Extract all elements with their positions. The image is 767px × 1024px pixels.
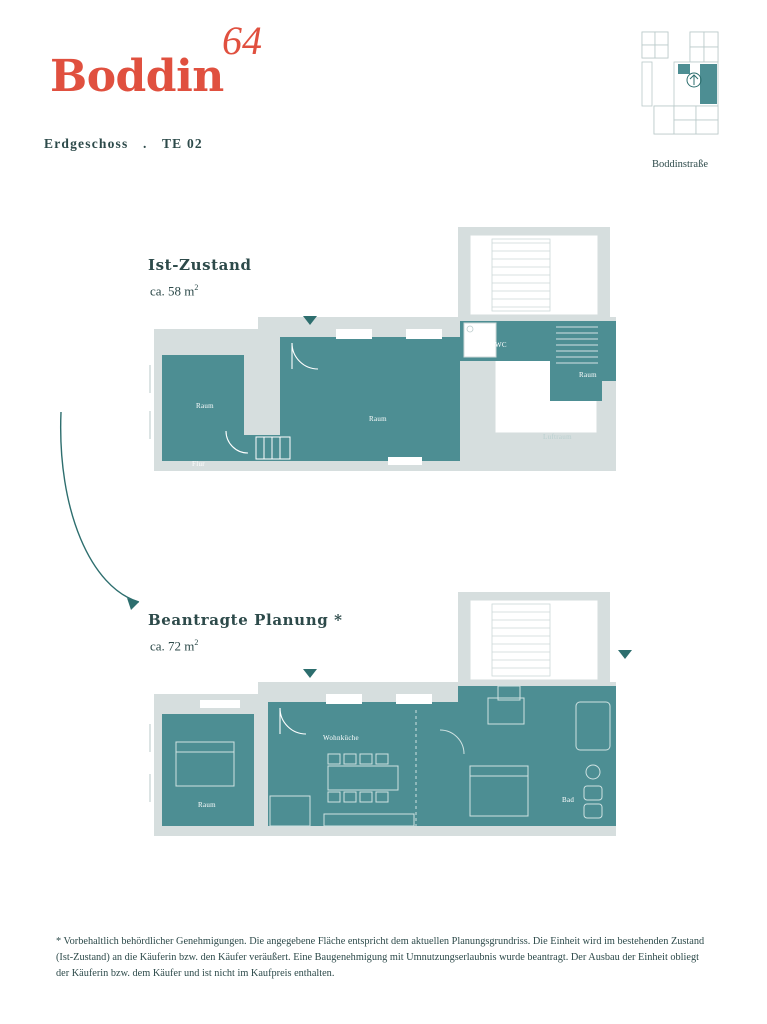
breadcrumb-separator: .: [143, 136, 148, 151]
entrance-marker-plan: [303, 669, 317, 678]
room-label-flur: Flur: [192, 460, 205, 468]
room-label-raum-plan: Raum: [198, 801, 216, 809]
window-marker-plan-right: [618, 650, 632, 659]
breadcrumb-floor: Erdgeschoss: [44, 136, 129, 151]
section-area-plan-value: ca. 72 m: [150, 638, 195, 654]
floorplan-ist-zustand: [140, 225, 640, 495]
brand-logo-text: Boddin: [50, 51, 224, 102]
section-area-plan-unit: 2: [194, 638, 199, 647]
room-label-wohnkueche: Wohnküche: [323, 734, 359, 742]
brand-logo: [50, 18, 262, 102]
section-area-ist-unit: 2: [194, 283, 199, 292]
room-label-wc: WC: [495, 341, 507, 349]
floorplan-beantragte-planung: [140, 590, 640, 865]
entrance-marker-ist: [303, 316, 317, 325]
footnote-text: * Vorbehaltlich behördlicher Genehmigungen. Die angegebene Fläche entspricht dem aktuellen Planungsgrundriss. Die Einheit wird im bestehenden Zustand (Ist-Zustand) an die Käuferin bzw. den Käufer veräußert. Eine Baugenehmigung mit Umnutzungserlaubnis wurde beantragt. Der Ausbau der Einheit obliegt der Käuferin bzw. dem Käufer und ist nicht im Kaufpreis enthalten.: [56, 936, 705, 979]
section-title-ist-zustand: Ist-Zustand: [148, 256, 252, 274]
room-label-raum-left: Raum: [196, 402, 214, 410]
keyplan-street-label: Boddinstraße: [652, 159, 708, 170]
room-label-raum-right: Raum: [579, 371, 597, 379]
keyplan-diagram: [638, 28, 722, 143]
room-label-bad: Bad: [562, 796, 575, 804]
section-area-ist-value: ca. 58 m: [150, 283, 195, 299]
brand-logo-superscript: 64: [222, 18, 262, 63]
breadcrumb: [44, 136, 203, 152]
section-title-beantragte-planung: Beantragte Planung *: [148, 611, 343, 629]
breadcrumb-unit: TE 02: [161, 136, 203, 151]
room-label-raum-main: Raum: [369, 415, 387, 423]
room-label-luftraum: Luftraum: [543, 433, 572, 441]
